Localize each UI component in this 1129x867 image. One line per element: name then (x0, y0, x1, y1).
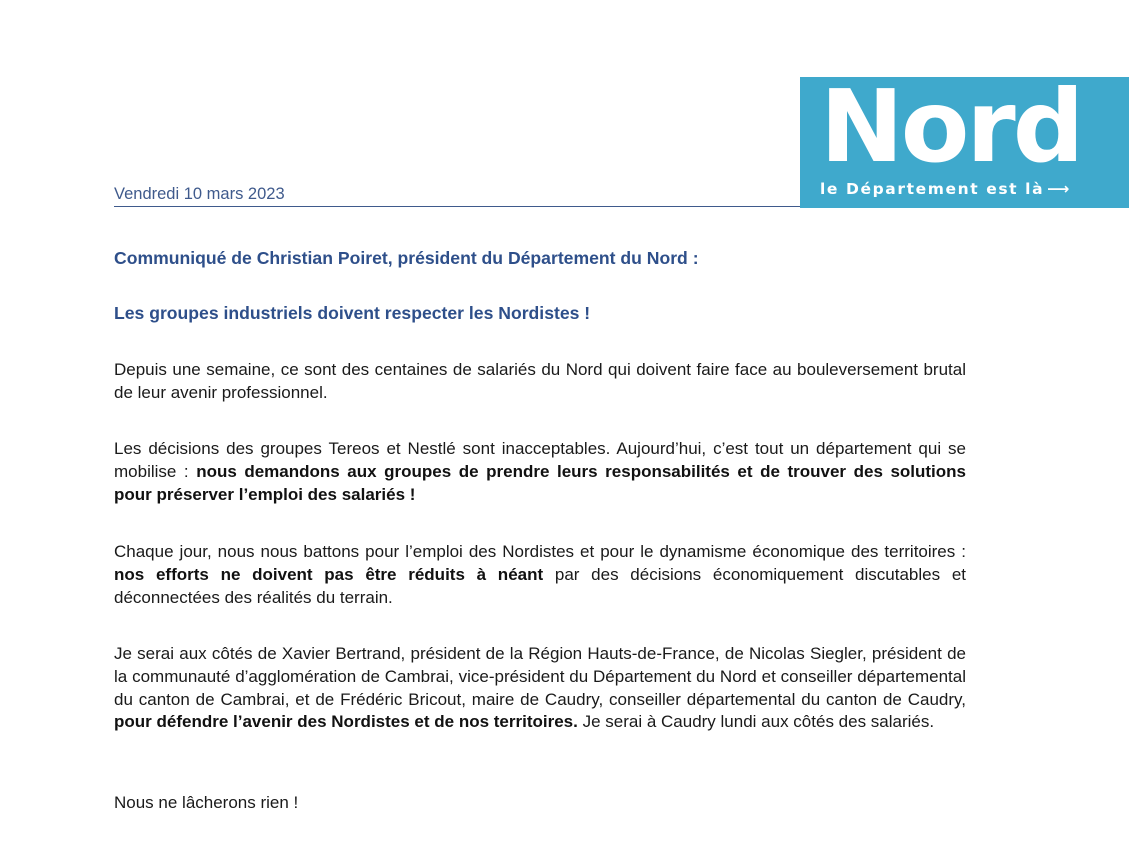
paragraph-4-emphasis: pour défendre l’avenir des Nordistes et de nos territoires. (114, 712, 578, 732)
paragraph-1-text: Depuis une semaine, ce sont des centaines de salariés du Nord qui doivent faire face au bouleversement brutal de leur avenir professionnel. (114, 360, 966, 402)
press-release-title: Les groupes industriels doivent respecter les Nordistes ! (114, 303, 591, 323)
press-release-date: Vendredi 10 mars 2023 (114, 185, 285, 203)
paragraph-2-emphasis: nous demandons aux groupes de prendre leurs responsabilités et de trouver des solutions pour préserver l’emploi des salariés ! (114, 461, 967, 504)
paragraph-3 (114, 541, 966, 609)
logo-wordmark: Nord (820, 68, 1082, 185)
paragraph-4-outro: Je serai à Caudry lundi aux côtés des salariés. (577, 712, 935, 732)
logo-tagline (820, 180, 1069, 198)
logo-tagline-text: le Département est là (820, 180, 1045, 198)
paragraph-3-intro: Chaque jour, nous nous battons pour l’emploi des Nordistes et pour le dynamisme économique des territoires : (114, 542, 966, 561)
arrow-right-icon: ⟶ (1047, 180, 1070, 198)
closing-statement-text: Nous ne lâcherons rien ! (114, 793, 299, 812)
communique-heading: Communiqué de Christian Poiret, président du Département du Nord : (114, 248, 699, 268)
paragraph-4-intro: Je serai aux côtés de Xavier Bertrand, président de la Région Hauts-de-France, de Nicolas Siegler, président de la communauté d’agglomération de Cambrai, vice-président du Département du Nord et conseiller départemental du canton de Cambrai, et de Frédéric Bricout, maire de Caudry, conseiller départemental du canton de Caudry, (114, 644, 966, 709)
paragraph-3-emphasis: nos efforts ne doivent pas être réduits à néant (114, 564, 544, 584)
header-divider (114, 206, 800, 207)
paragraph-1 (114, 359, 966, 405)
paragraph-4 (114, 643, 966, 734)
paragraph-2 (114, 438, 966, 506)
nord-logo (800, 68, 1129, 208)
paragraph-2-intro: Les décisions des groupes Tereos et Nestlé sont inacceptables. Aujourd’hui, c’est tout un département qui se mobilise : (114, 439, 966, 481)
paragraph-3-outro: par des décisions économiquement discutables et déconnectées des réalités du terrain. (114, 564, 966, 607)
closing-statement (114, 792, 966, 815)
